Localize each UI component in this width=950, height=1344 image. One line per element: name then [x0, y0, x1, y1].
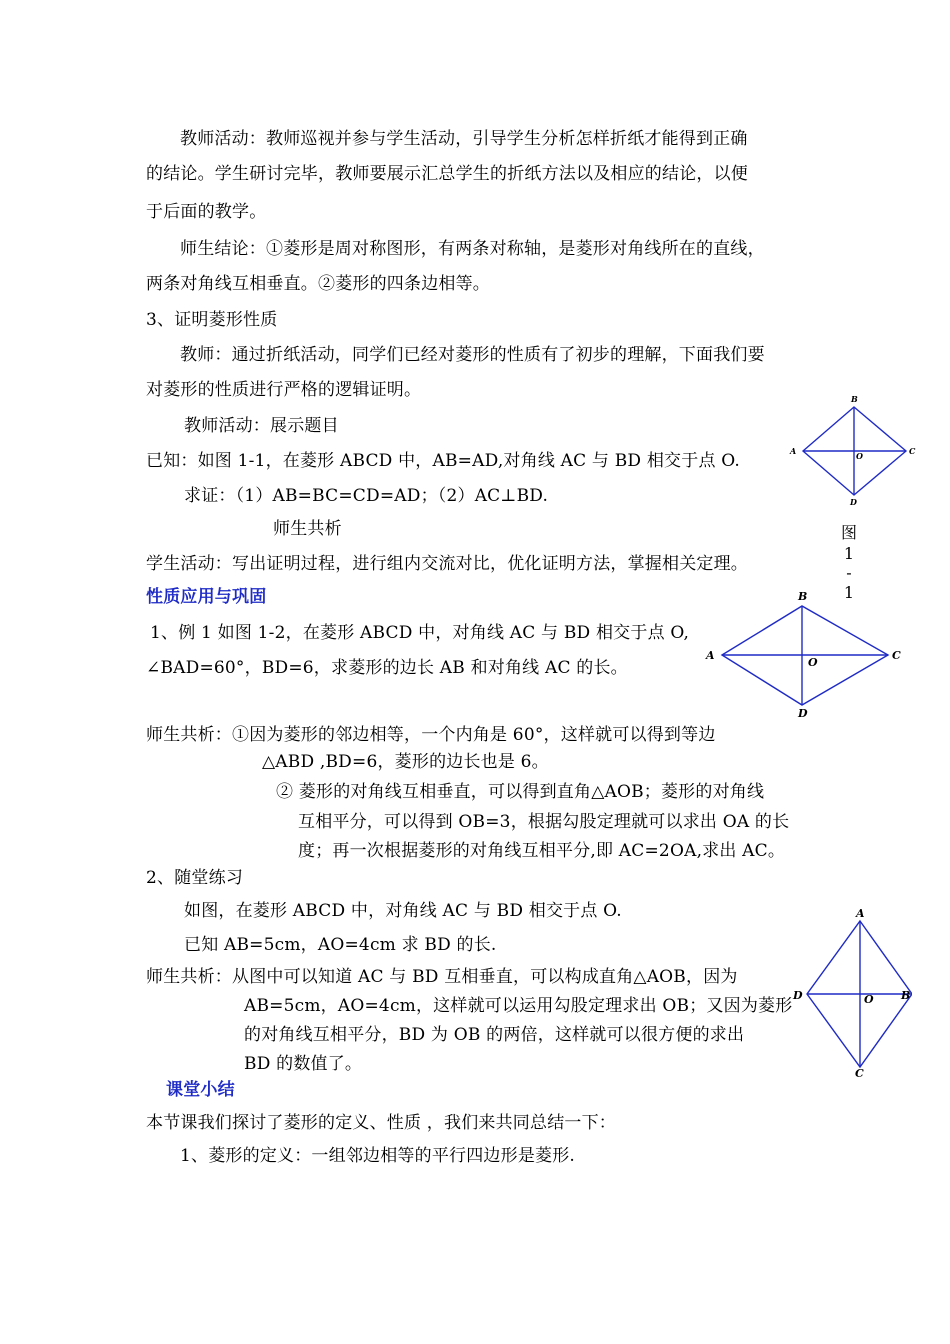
analysis-line1: 师生共析：①因为菱形的邻边相等，一个内角是 60°，这样就可以得到等边 — [146, 725, 716, 745]
analysis-line2: △ABD ,BD=6，菱形的边长也是 6。 — [262, 752, 549, 772]
figure1-caption-2: 1 — [843, 544, 855, 563]
practice-heading: 2、随堂练习 — [146, 868, 244, 888]
summary-heading: 课堂小结 — [166, 1080, 235, 1100]
figure1-label-b: B — [851, 394, 858, 404]
figure3-label-d: D — [793, 989, 803, 1002]
given-statement: 已知：如图 1-1，在菱形 ABCD 中，AB=AD,对角线 AC 与 BD 相交于点 O. — [146, 451, 740, 471]
rhombus-figure-3 — [790, 905, 912, 1077]
figure3-label-b: B — [901, 989, 911, 1002]
summary-line2: 1、菱形的定义：一组邻边相等的平行四边形是菱形. — [180, 1146, 576, 1166]
practice-line1: 如图，在菱形 ABCD 中，对角线 AC 与 BD 相交于点 O. — [184, 901, 622, 921]
figure2-label-c: C — [892, 649, 901, 662]
figure1-caption-3: - — [846, 563, 852, 582]
figure1-caption-1: 图 — [840, 523, 857, 542]
practice-line2: 已知 AB=5cm，AO=4cm 求 BD 的长. — [184, 935, 497, 955]
student-activity: 学生活动：写出证明过程，进行组内交流对比，优化证明方法，掌握相关定理。 — [146, 554, 748, 574]
figure3-label-c: C — [855, 1067, 864, 1077]
application-heading: 性质应用与巩固 — [146, 587, 267, 607]
prove-statement: 求证：（1）AB=BC=CD=AD；（2）AC⊥BD. — [184, 486, 549, 506]
figure1-label-a: A — [790, 446, 797, 456]
teacher-line1: 教师：通过折纸活动，同学们已经对菱形的性质有了初步的理解，下面我们要 — [180, 345, 765, 365]
teacher-activity: 教师活动：展示题目 — [184, 416, 339, 436]
figure2-label-b: B — [798, 590, 808, 603]
para1-line2: 的结论。学生研讨完毕，教师要展示汇总学生的折纸方法以及相应的结论，以便 — [146, 164, 748, 184]
para1-line1: 教师活动：教师巡视并参与学生活动，引导学生分析怎样折纸才能得到正确 — [180, 129, 748, 149]
figure2-label-o: O — [808, 656, 818, 669]
analysis-line4: 互相平分，可以得到 OB=3，根据勾股定理就可以求出 OA 的长 — [298, 812, 790, 832]
figure2-label-d: D — [798, 707, 808, 720]
section3-heading: 3、证明菱形性质 — [146, 310, 278, 330]
figure1-label-c: C — [909, 446, 916, 456]
figure1-caption-4: 1 — [843, 583, 855, 602]
para1-line3: 于后面的教学。 — [146, 202, 267, 222]
summary-line1: 本节课我们探讨了菱形的定义、性质 ，我们来共同总结一下： — [146, 1113, 617, 1133]
figure1-label-o: O — [856, 451, 863, 461]
para2-line2: 两条对角线互相垂直。②菱形的四条边相等。 — [146, 274, 490, 294]
analysis-line5: 度；再一次根据菱形的对角线互相平分,即 AC=2OA,求出 AC。 — [298, 841, 786, 861]
figure1-label-d: D — [850, 497, 857, 507]
rhombus-figure-2 — [702, 588, 912, 720]
rhombus-figure-1 — [788, 393, 920, 509]
teacher-line2: 对菱形的性质进行严格的逻辑证明。 — [146, 380, 422, 400]
practice-analysis-line4: BD 的数值了。 — [244, 1054, 363, 1074]
analysis-line3: ② 菱形的对角线互相垂直，可以得到直角△AOB；菱形的对角线 — [276, 782, 765, 802]
practice-analysis-line1: 师生共析：从图中可以知道 AC 与 BD 互相垂直，可以构成直角△AOB，因为 — [146, 967, 738, 987]
practice-analysis-line3: 的对角线互相平分，BD 为 OB 的两倍，这样就可以很方便的求出 — [244, 1025, 745, 1045]
figure2-label-a: A — [706, 649, 715, 662]
example-line1: 1、例 1 如图 1-2，在菱形 ABCD 中，对角线 AC 与 BD 相交于点 O, — [150, 623, 690, 643]
figure3-label-a: A — [856, 907, 865, 920]
example-line2: ∠BAD=60°，BD=6，求菱形的边长 AB 和对角线 AC 的长。 — [146, 658, 628, 678]
discuss-label: 师生共析 — [273, 519, 342, 539]
figure3-label-o: O — [864, 993, 874, 1006]
para2-line1: 师生结论：①菱形是周对称图形，有两条对称轴，是菱形对角线所在的直线， — [180, 239, 765, 259]
practice-analysis-line2: AB=5cm，AO=4cm，这样就可以运用勾股定理求出 OB；又因为菱形 — [244, 996, 793, 1016]
